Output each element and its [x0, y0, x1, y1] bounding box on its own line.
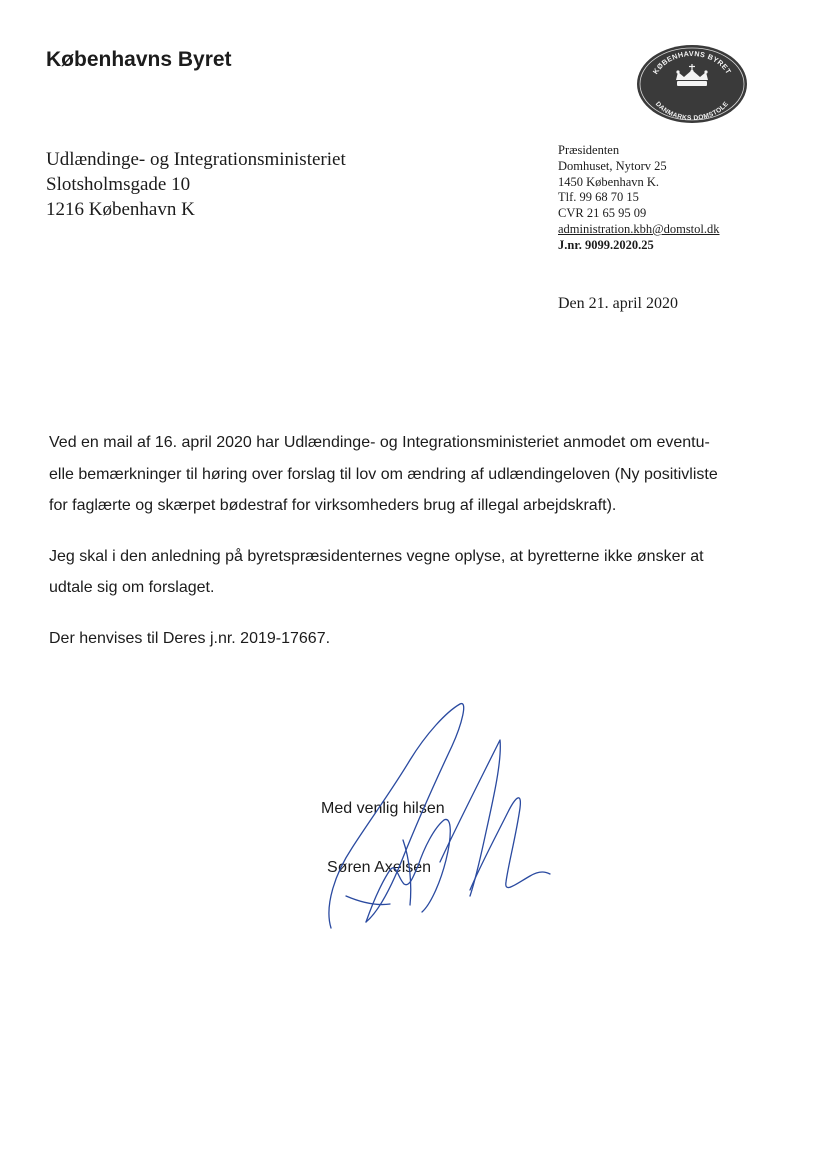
sender-title: Præsidenten [558, 143, 620, 157]
recipient-address [46, 147, 346, 222]
seal-top-text: KØBENHAVNS BYRET [650, 48, 734, 76]
sender-address-line: Domhuset, Nytorv 25 [558, 158, 667, 173]
seal-bottom-text: DANMARKS DOMSTOLE [653, 100, 731, 123]
sender-journal-number: J.nr. 9099.2020.25 [558, 237, 654, 252]
sender-block [558, 143, 720, 254]
body-paragraph-3 [49, 623, 749, 655]
body-paragraph-2 [49, 541, 749, 604]
closing-greeting: Med venlig hilsen [321, 800, 445, 817]
body-line: Jeg skal i den anledning på byretspræsidenternes vegne oplyse, at byretterne ikke ønsker at [49, 547, 704, 565]
recipient-line: Slotsholmsgade 10 [46, 174, 191, 195]
letter-body [49, 427, 749, 673]
court-seal-logo [636, 44, 748, 124]
body-line: Der henvises til Deres j.nr. 2019-17667. [49, 629, 331, 647]
court-name-heading: Københavns Byret [46, 48, 232, 71]
body-line: udtale sig om forslaget. [49, 579, 215, 596]
body-line: Ved en mail af 16. april 2020 har Udlændinge- og Integrationsministeriet anmodet om eventu- [49, 434, 710, 451]
sender-cvr: CVR 21 65 95 09 [558, 206, 647, 221]
body-paragraph-1 [49, 427, 749, 522]
recipient-line: Udlændinge- og Integrationsministeriet [46, 149, 346, 170]
sender-email-link[interactable]: administration.kbh@domstol.dk [558, 221, 720, 236]
body-line: for faglærte og skærpet bødestraf for virksomheders brug af illegal arbejdskraft). [49, 497, 617, 514]
sender-postal-line: 1450 København K. [558, 174, 660, 189]
sender-phone: Tlf. 99 68 70 15 [558, 190, 639, 205]
letter-date: Den 21. april 2020 [558, 295, 678, 312]
signer-name: Søren Axelsen [327, 859, 432, 876]
recipient-line: 1216 København K [46, 199, 195, 220]
body-line: elle bemærkninger til høring over forslag til lov om ændring af udlændingeloven (Ny positivliste [49, 465, 718, 483]
